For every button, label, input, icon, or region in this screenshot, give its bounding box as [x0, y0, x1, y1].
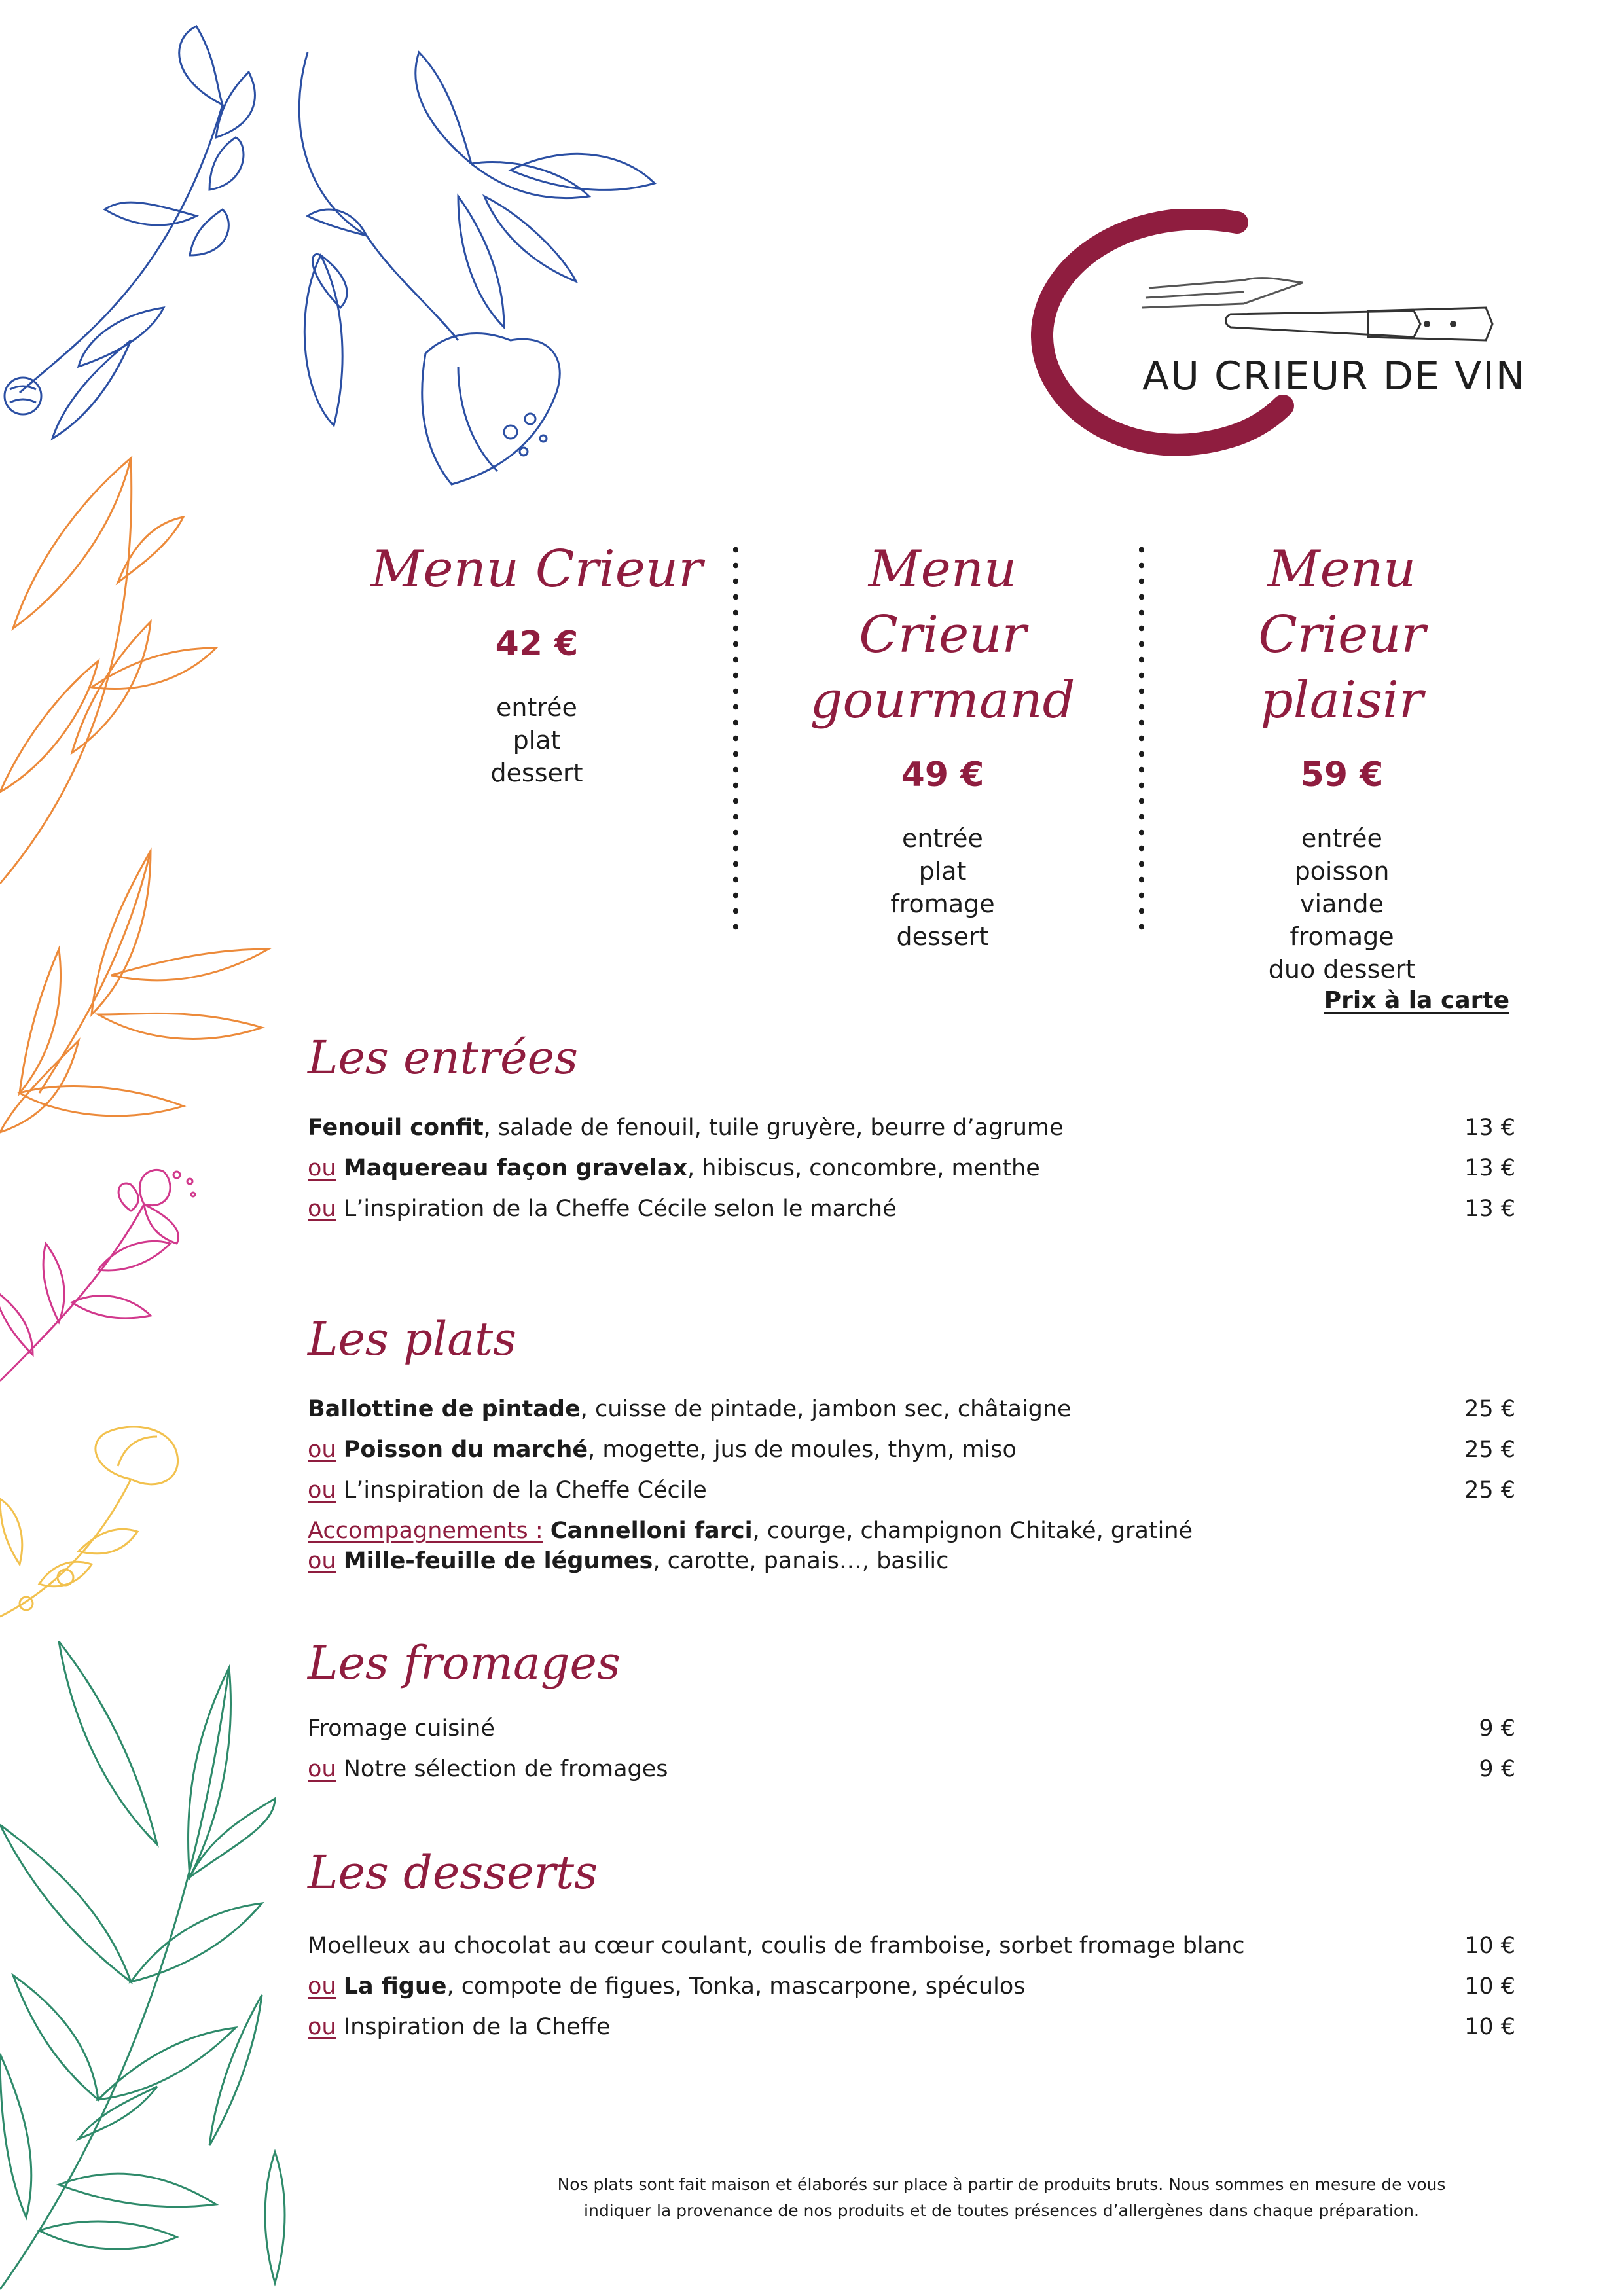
- menu-course: dessert: [490, 759, 583, 787]
- menu-course: poisson: [1294, 857, 1390, 886]
- menu-course: entrée: [496, 693, 577, 722]
- dish-row: [308, 1113, 1515, 1143]
- ou-connector: ou: [308, 1756, 336, 1782]
- dish-name: Maquereau façon gravelax: [343, 1155, 688, 1181]
- menu-course: duo dessert: [1268, 955, 1416, 984]
- accompagnements-label: Accompagnements :: [308, 1518, 543, 1544]
- menu-price: 42 €: [495, 624, 579, 664]
- section-title-desserts: Les desserts: [308, 1846, 598, 1899]
- carte-heading: Prix à la carte: [1324, 987, 1509, 1014]
- dish-price: 13 €: [1464, 1155, 1515, 1181]
- ou-connector: ou: [308, 1155, 336, 1181]
- dish-row: [308, 1475, 1515, 1505]
- menu-course: dessert: [896, 922, 989, 951]
- menu-crieur-gourmand: [759, 537, 1126, 953]
- ou-connector: ou: [308, 1477, 336, 1503]
- dish-description: Fromage cuisiné: [308, 1715, 495, 1742]
- dish-description: , cuisse de pintade, jambon sec, châtaigne: [580, 1396, 1072, 1422]
- dish-row: [308, 1435, 1515, 1465]
- dish-description: L’inspiration de la Cheffe Cécile selon le marché: [343, 1196, 897, 1222]
- section-title-entrees: Les entrées: [308, 1031, 578, 1085]
- yellow-bud-icon: [0, 1420, 196, 1643]
- ou-connector: ou: [308, 1548, 336, 1574]
- dish-price: 13 €: [1464, 1115, 1515, 1141]
- menu-crieur: [353, 537, 720, 789]
- footer-line: Nos plats sont fait maison et élaborés sur place à partir de produits bruts. Nous sommes en mesure de vous: [557, 2175, 1446, 2194]
- footer-note: [537, 2172, 1466, 2224]
- ou-connector: ou: [308, 1196, 336, 1222]
- green-leaves-icon: [0, 1628, 340, 2296]
- dish-description: , salade de fenouil, tuile gruyère, beurre d’agrume: [483, 1115, 1064, 1141]
- orange-leaves-icon: [0, 452, 314, 1145]
- ou-connector: ou: [308, 1437, 336, 1463]
- dish-price: 13 €: [1464, 1196, 1515, 1222]
- menu-course: fromage: [890, 889, 995, 918]
- menu-crieur-plaisir: [1159, 537, 1525, 986]
- knife-fork-c-logo: [1028, 209, 1551, 458]
- ou-connector: ou: [308, 2014, 336, 2040]
- menu-course: plat: [918, 857, 967, 886]
- dish-price: 9 €: [1479, 1715, 1515, 1742]
- dish-price: 9 €: [1479, 1756, 1515, 1782]
- dish-description: , mogette, jus de moules, thym, miso: [588, 1437, 1017, 1463]
- menu-course: entrée: [1301, 824, 1382, 853]
- dish-row: [308, 1713, 1515, 1744]
- dish-description: , compote de figues, Tonka, mascarpone, spéculos: [446, 1973, 1026, 2000]
- dish-row: [308, 2012, 1515, 2042]
- dish-description: , courge, champignon Chitaké, gratiné: [752, 1518, 1193, 1544]
- accompagnements-line: [308, 1546, 1515, 1576]
- dish-description: L’inspiration de la Cheffe Cécile: [343, 1477, 707, 1503]
- menu-divider: [1139, 542, 1144, 935]
- dish-name: Fenouil confit: [308, 1115, 484, 1141]
- dish-row: [308, 1754, 1515, 1784]
- dish-row: [308, 1153, 1515, 1183]
- dish-price: 10 €: [1464, 1933, 1515, 1959]
- dish-description: , carotte, panais…, basilic: [653, 1548, 949, 1574]
- menu-title: Menu Crieur: [370, 540, 703, 599]
- magenta-flower-branch-icon: [0, 1165, 209, 1381]
- dish-name: Poisson du marché: [343, 1437, 588, 1463]
- dish-name: Ballottine de pintade: [308, 1396, 581, 1422]
- dish-row: [308, 1971, 1515, 2001]
- dish-name: Cannelloni farci: [550, 1518, 753, 1544]
- dish-description: Inspiration de la Cheffe: [343, 2014, 611, 2040]
- dish-row: [308, 1394, 1515, 1424]
- dish-price: 25 €: [1464, 1396, 1515, 1422]
- dish-price: 10 €: [1464, 1973, 1515, 2000]
- dish-description: , hibiscus, concombre, menthe: [687, 1155, 1040, 1181]
- menu-title: Menu Crieur plaisir: [1258, 540, 1426, 730]
- dish-description: Notre sélection de fromages: [343, 1756, 668, 1782]
- ou-connector: ou: [308, 1973, 336, 2000]
- menu-course: viande: [1300, 889, 1384, 918]
- accompagnements-line: [308, 1516, 1515, 1546]
- menu-course: fromage: [1290, 922, 1394, 951]
- dish-price: 25 €: [1464, 1437, 1515, 1463]
- brand-name: AU CRIEUR DE VIN: [1142, 353, 1526, 399]
- blue-leaves-flower-icon: [0, 0, 655, 497]
- dish-row: [308, 1931, 1515, 1961]
- menu-course: plat: [513, 726, 561, 755]
- menu-price: 59 €: [1300, 755, 1384, 795]
- dish-row: [308, 1194, 1515, 1224]
- dish-name: La figue: [343, 1973, 447, 2000]
- section-title-plats: Les plats: [308, 1312, 517, 1366]
- dish-price: 25 €: [1464, 1477, 1515, 1503]
- section-title-fromages: Les fromages: [308, 1636, 621, 1690]
- menu-course: entrée: [902, 824, 983, 853]
- menu-price: 49 €: [901, 755, 984, 795]
- dish-description: Moelleux au chocolat au cœur coulant, coulis de framboise, sorbet fromage blanc: [308, 1933, 1245, 1959]
- dish-price: 10 €: [1464, 2014, 1515, 2040]
- dish-name: Mille-feuille de légumes: [343, 1548, 653, 1574]
- menu-divider: [733, 542, 738, 935]
- footer-line: indiquer la provenance de nos produits et de toutes présences d’allergènes dans chaque préparation.: [584, 2201, 1419, 2220]
- menu-title: Menu Crieur gourmand: [810, 540, 1075, 730]
